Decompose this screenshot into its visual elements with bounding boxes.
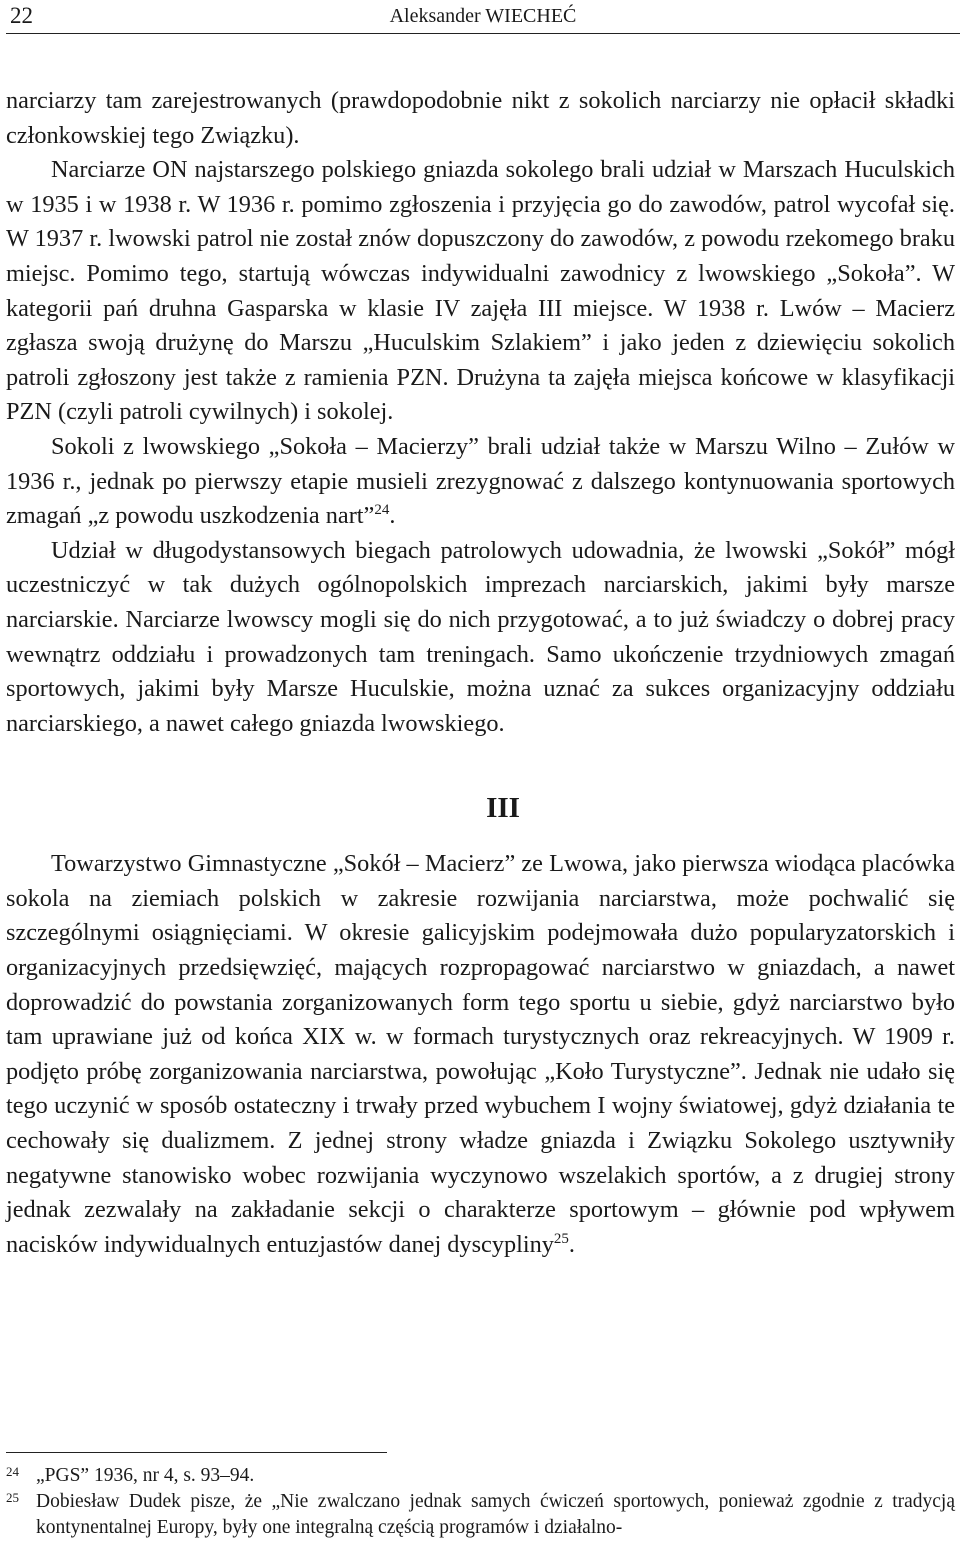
body-text (6, 84, 955, 1262)
paragraph-5-end: . (568, 1230, 575, 1258)
running-head: Aleksander WIECHEĆ (389, 5, 577, 27)
paragraph-3 (6, 430, 955, 534)
footnote-mark: 25 (6, 1490, 19, 1505)
paragraph-1: narciarzy tam zarejestrowanych (prawdopodobnie nikt z sokolich narciarzy nie opłacił składki członkowskiej tego Związku). (6, 87, 955, 149)
footnote-text: Dobiesław Dudek pisze, że „Nie zwalczano jednak samych ćwiczeń sportowych, ponieważ zgodnie z tradycją kontynentalnej Europy, były one integralną częścią programów i działalno- (36, 1491, 955, 1538)
footnotes (6, 1463, 955, 1541)
footnote-separator (6, 1452, 387, 1453)
page-header (6, 0, 960, 34)
paragraph-5 (6, 847, 955, 1262)
footnote-24 (6, 1463, 955, 1489)
footnote-mark: 24 (6, 1464, 19, 1479)
footnote-text: „PGS” 1936, nr 4, s. 93–94. (36, 1465, 255, 1486)
footnote-ref-25[interactable]: 25 (553, 1230, 569, 1247)
section-gap (6, 741, 955, 777)
paragraph-3-end: . (389, 502, 396, 530)
page-number: 22 (10, 3, 33, 28)
paragraph-3-text: Sokoli z lwowskiego „Sokoła – Macierzy” brali udział także w Marszu Wilno – Zułów w 1936 r., jednak po pierwszy etapie musieli zrezygnować z dalszego kontynuowania sportowych zmagań „z powodu uszkodzenia nart” (6, 432, 955, 530)
footnote-25 (6, 1489, 955, 1541)
paragraph-5-text: Towarzystwo Gimnastyczne „Sokół – Macierz” ze Lwowa, jako pierwsza wiodąca placówka sokola na ziemiach polskich w zakresie rozwijania narciarstwa, może pochwalić się szczególnymi osiągnięciami. W okresie galicyjskim podejmowała dużo popularyzatorskich i organizacyjnych przedsięwzięć, mających rozpropagować narciarstwo w gniazdach, a nawet doprowadzić do powstania zorganizowanych form tego sportu u siebie, gdyż narciarstwo było tam uprawiane już od końca XIX w. w formach turystycznych oraz rekreacyjnych. W 1909 r. podjęto próbę zorganizowania narciarstwa, powołując „Koło Turystyczne”. Jednak nie udało się tego uczynić w sposób ostateczny i trwały przed wybuchem I wojny światowej, gdyż działania te cechowały się dualizmem. Z jednej strony władze gniazda i Związku Sokolego usztywniły negatywne stanowisko wobec rozwijania wyczynowo wszelakich sportów, a z drugiej strony jednak zezwalały na zakładanie sekcji o charakterze sportowym – głównie pod wpływem nacisków indywidualnych entuzjastów danej dyscypliny (6, 850, 955, 1258)
footnote-ref-24[interactable]: 24 (374, 502, 390, 519)
section-heading: III (486, 792, 520, 825)
paragraph-2: Narciarze ON najstarszego polskiego gniazda sokolego brali udział w Marszach Huculskich w 1935 i w 1938 r. W 1936 r. pomimo zgłoszenia i przyjęcia go do zawodów, patrol wycofał się. W 1937 r. lwowski patrol nie został znów dopuszczony do zawodów, z powodu rzekomego braku miejsc. Pomimo tego, startują wówczas indywidualni zawodnicy z lwowskiego „Sokoła”. W kategorii pań druhna Gasparska w klasie IV zajęła III miejsce. W 1938 r. Lwów – Macierz zgłasza swoją drużynę do Marszu „Huculskim Szlakiem” i jako jeden z dziewięciu sokolich patroli zgłoszony jest także z ramienia PZN. Drużyna ta zajęła miejsca końcowe w klasyfikacji PZN (czyli patroli cywilnych) i sokolej. (6, 156, 955, 426)
paragraph-4: Udział w długodystansowych biegach patrolowych udowadnia, że lwowski „Sokół” mógł uczestniczyć w tak dużych ogólnopolskich imprezach narciarskich, jakimi były marsze narciarskie. Narciarze lwowscy mogli się do nich przygotować, a to już świadczy o dobrej pracy wewnątrz oddziału i prowadzonych tam treningach. Samo ukończenie trzydniowych zmagań sportowych, jakimi były Marsze Huculskie, można uznać za sukces organizacyjny oddziału narciarskiego, a nawet całego gniazda lwowskiego. (6, 536, 955, 737)
